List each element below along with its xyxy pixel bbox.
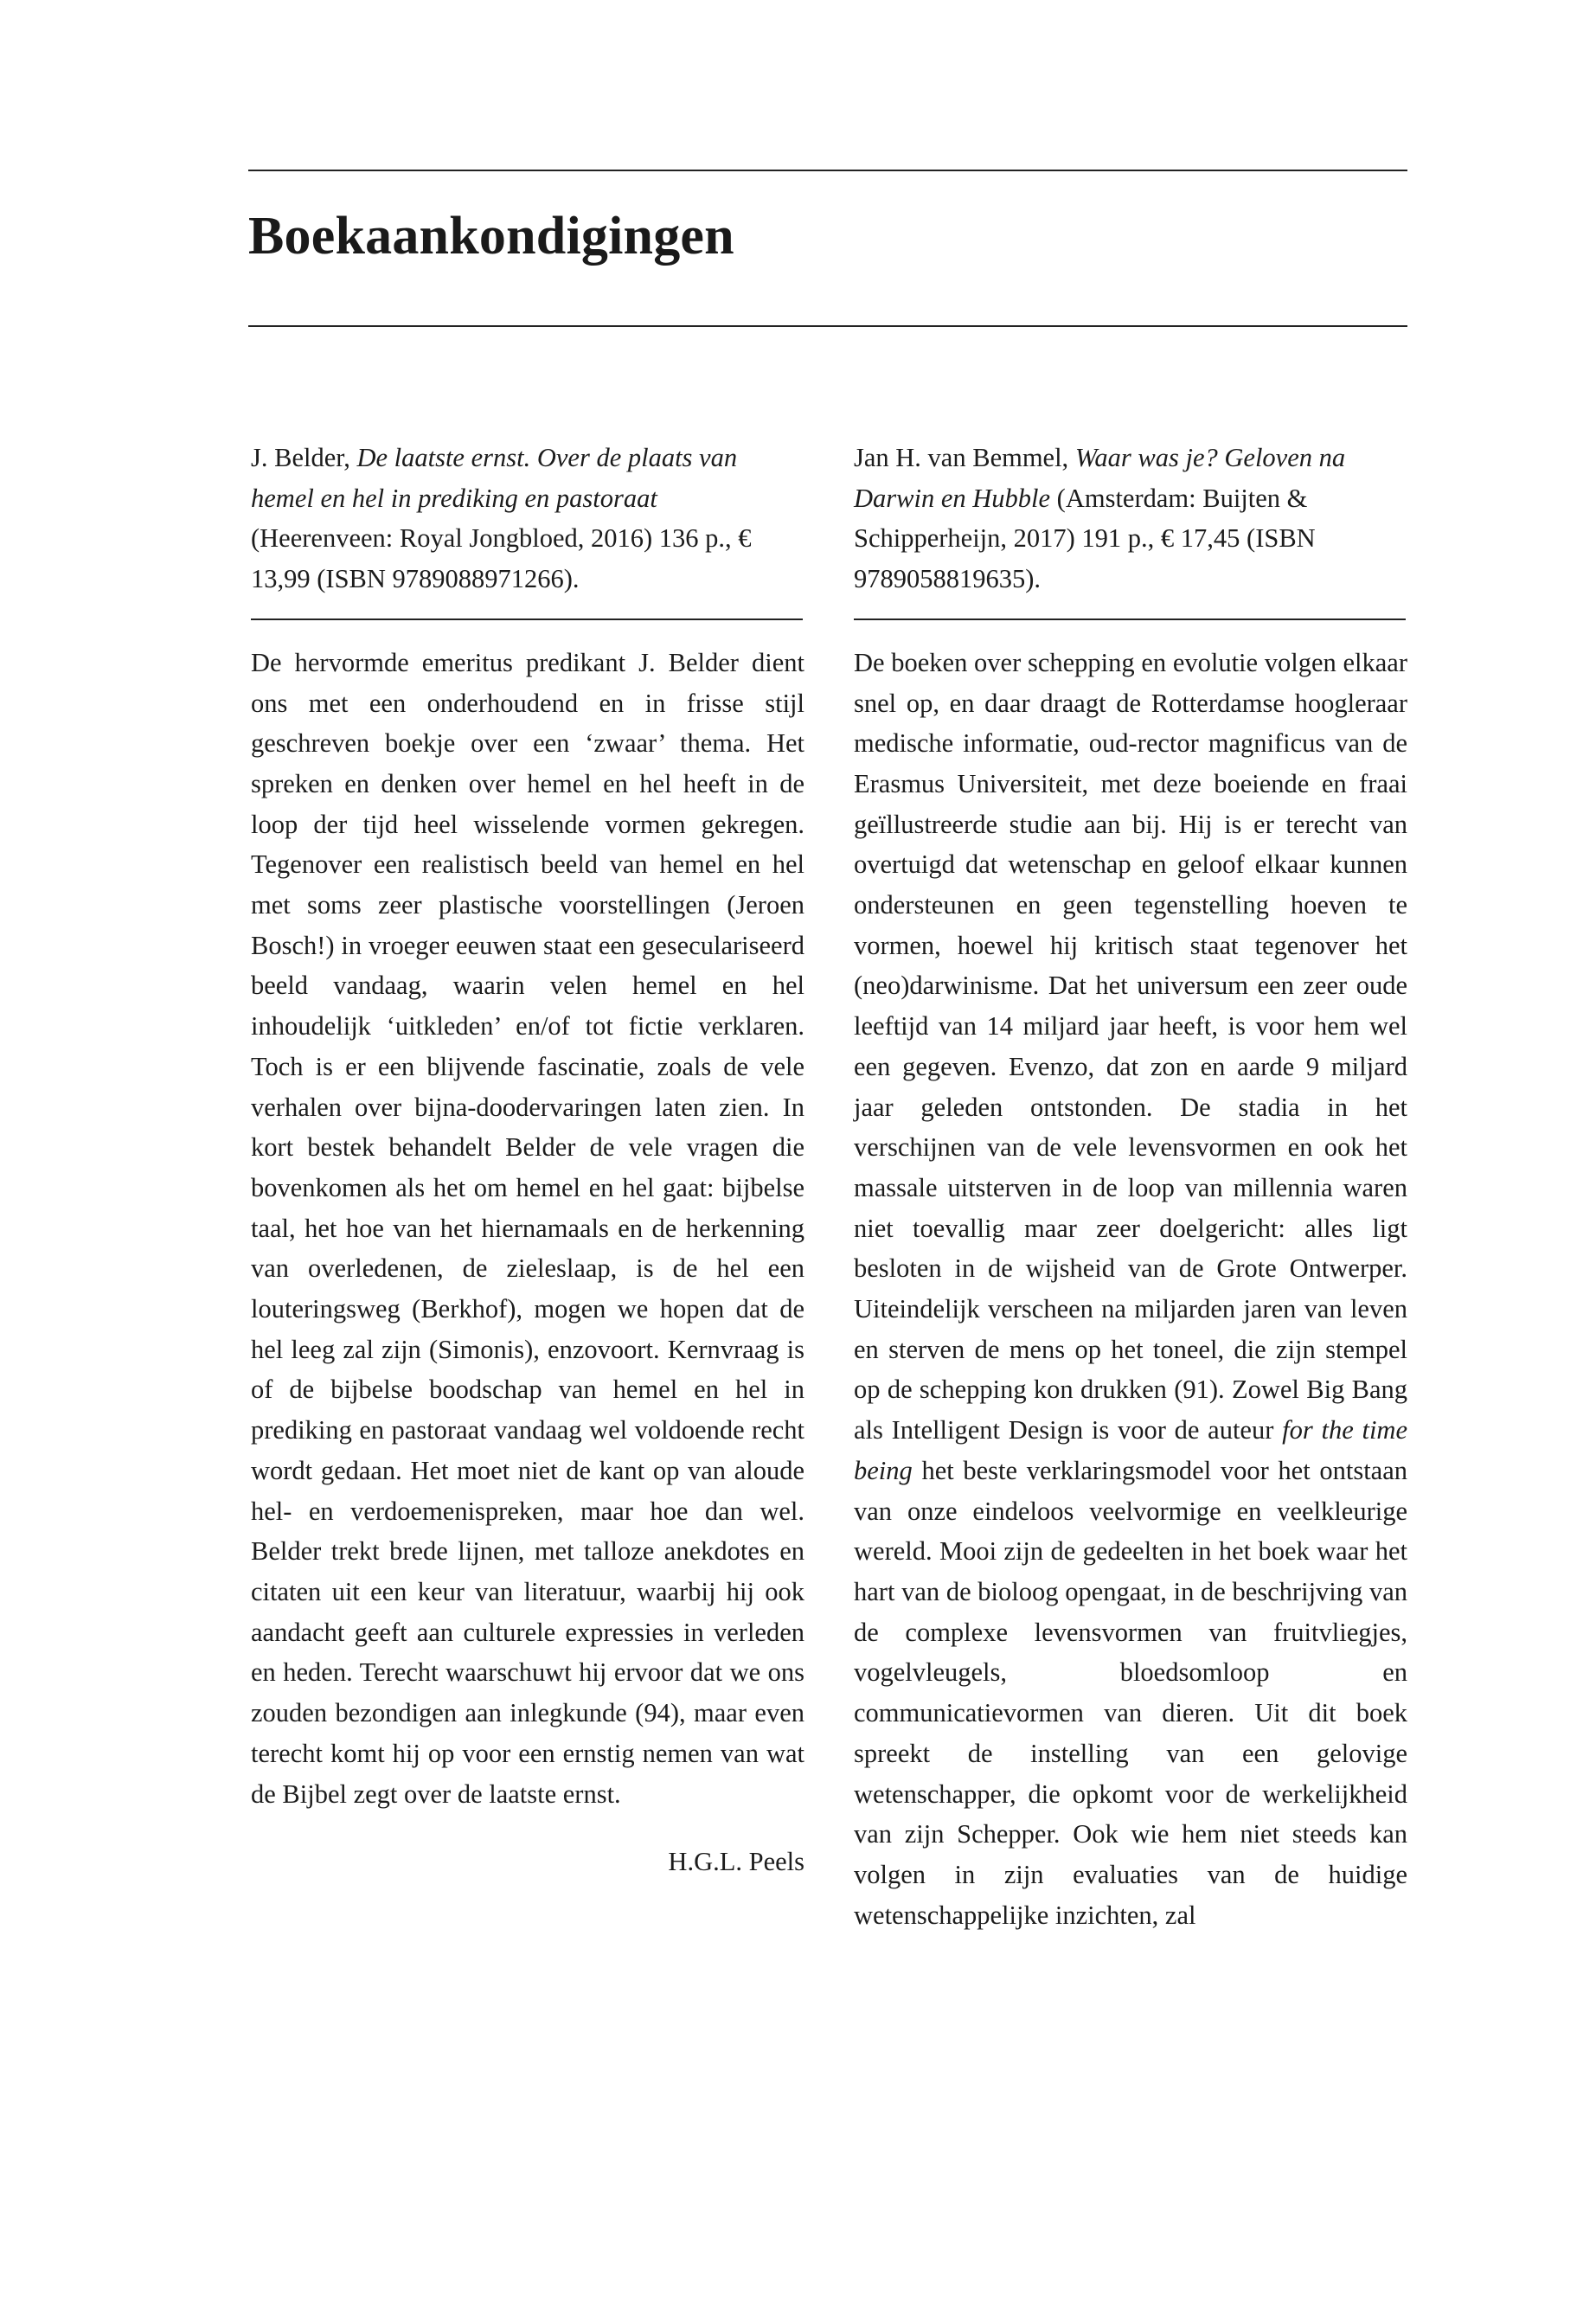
book-citation — [251, 438, 804, 599]
citation-divider — [854, 619, 1406, 620]
book-author: Jan H. van Bemmel, — [854, 443, 1069, 472]
book-publication: (Amsterdam: Buijten & Schipperheijn, 2017) 191 p., € 17,45 (ISBN 9789058819635). — [854, 483, 1316, 594]
book-publication: (Heerenveen: Royal Jongbloed, 2016) 136 p., € 13,99 (ISBN 9789088971266). — [251, 523, 752, 594]
citation-divider — [251, 619, 803, 620]
header-rule-top — [248, 170, 1407, 171]
book-citation — [854, 438, 1407, 599]
review-body-part-1: De boeken over schepping en evolutie volgen elkaar snel op, en daar draagt de Rotterdamse hoogleraar medische informatie, oud-rector magnificus van de Erasmus Universiteit, met deze boeiende en fraai geïllustreerde studie aan bij. Hij is er terecht van overtuigd dat wetenschap en geloof elkaar kunnen ondersteunen en geen tegenstelling hoeven te vormen, hoewel hij kritisch staat tegenover het (neo)darwinisme. Dat het universum een zeer oude leeftijd van 14 miljard jaar heeft, is voor hem wel een gegeven. Evenzo, dat zon en aarde 9 miljard jaar geleden ontstonden. De stadia in het verschijnen van de vele levensvormen en ook het massale uitsterven in de loop van millennia waren niet toevallig maar zeer doelgericht: alles ligt besloten in de wijsheid van de Grote Ontwerper. Uiteindelijk verscheen na miljarden jaren van leven en sterven de mens op het toneel, die zijn stempel op de schepping kon drukken (91). Zowel Big Bang als Intelligent Design is voor de auteur — [854, 647, 1407, 1445]
book-author: J. Belder, — [251, 443, 350, 472]
review-column-left — [251, 438, 804, 1882]
review-body-emphasis: for the time being — [854, 1415, 1407, 1485]
header-rule-bottom — [248, 325, 1407, 327]
review-body: De hervormde emeritus predikant J. Belder dient ons met een onderhoudend en in frisse stijl geschreven boekje over een ‘zwaar’ thema. Het spreken en denken over hemel en hel heeft in de loop der tijd heel wisselende vormen gekregen. Tegenover een realistisch beeld van hemel en hel met soms zeer plastische voorstellingen (Jeroen Bosch!) in vroeger eeuwen staat een geseculariseerd beeld vandaag, waarin velen hemel en hel inhoudelijk ‘uitkleden’ en/of tot fictie verklaren. Toch is er een blijvende fascinatie, zoals de vele verhalen over bijna-doodervaringen laten zien. In kort bestek behandelt Belder de vele vragen die bovenkomen als het om hemel en hel gaat: bijbelse taal, het hoe van het hiernamaals en de herkenning van overledenen, de zieleslaap, is de hel een louteringsweg (Berkhof), mogen we hopen dat de hel leeg zal zijn (Simonis), enzovoort. Kernvraag is of de bijbelse boodschap van hemel en hel in prediking en pastoraat vandaag wel voldoende recht wordt gedaan. Het moet niet de kant op van aloude hel- en verdoemenispreken, maar hoe dan wel. Belder trekt brede lijnen, met talloze anekdotes en citaten uit een keur van literatuur, waarbij hij ook aandacht geeft aan culturele expressies in verleden en heden. Terecht waarschuwt hij ervoor dat we ons zouden bezondigen aan inlegkunde (94), maar even terecht komt hij op voor een ernstig nemen van wat de Bijbel zegt over de laatste ernst. — [251, 647, 804, 1809]
review-body — [854, 643, 1407, 1936]
review-body-part-2: het beste verklaringsmodel voor het ontstaan van onze eindeloos veelvormige en veelkleurige wereld. Mooi zijn de gedeelten in het boek waar het hart van de bioloog opengaat, in de beschrijving van de complexe levensvormen van fruitvliegjes, vogelvleugels, bloedsomloop en communicatievormen van dieren. Uit dit boek spreekt de instelling van een gelovige wetenschapper, die opkomt voor de werkelijkheid van zijn Schepper. Ook wie hem niet steeds kan volgen in zijn evaluaties van de huidige wetenschappelijke inzichten, zal — [854, 1455, 1408, 1930]
page-title: Boekaankondigingen — [248, 207, 734, 266]
review-column-right — [854, 438, 1407, 1935]
reviewer-signature: H.G.L. Peels — [668, 1847, 804, 1877]
book-title: Waar was je? Geloven na Darwin en Hubble — [854, 443, 1346, 513]
book-title: De laatste ernst. Over de plaats van hemel en hel in prediking en pastoraat — [251, 443, 738, 513]
